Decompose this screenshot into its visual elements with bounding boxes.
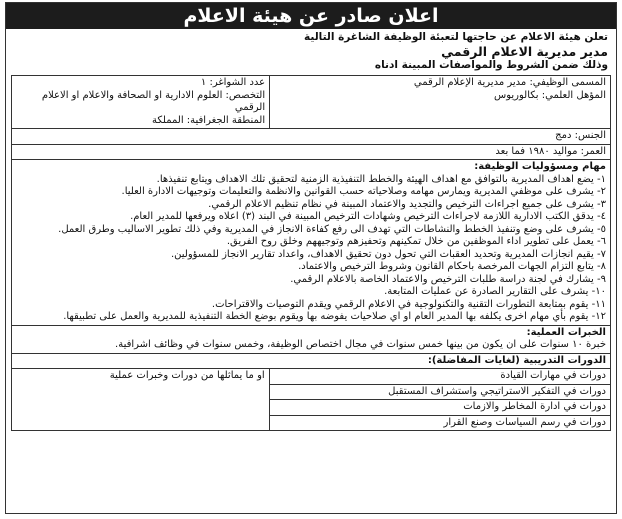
training-heading: الدورات التدريبية (لغايات المفاضلة): xyxy=(12,354,610,370)
duty-item: ١١- يقوم بمتابعة التطورات التقنية والتكنولوجية في الاعلام الرقمي ويقدم التوصيات والاقتراحات. xyxy=(211,298,606,310)
info-row-1 xyxy=(12,76,610,129)
duties-heading: مهام ومسؤوليات الوظيفة: xyxy=(474,161,606,172)
announcement-title: اعلان صادر عن هيئة الاعلام xyxy=(6,3,616,29)
intro-line-3: وذلك ضمن الشروط والمواصفات المبينة ادناه xyxy=(374,59,608,71)
training-item: دورات في ادارة المخاطر والازمات xyxy=(270,400,610,416)
duty-item: ٣- يشرف على جميع اجراءات الترخيص والتجديد والاعتماد المبينة في نظام تنظيم الاعلام الرقمي. xyxy=(208,198,606,210)
duty-item: ٨- يتابع التزام الجهات المرخصة باحكام القانون وشروط الترخيص والاعتماد. xyxy=(298,261,606,272)
vacancies-cell xyxy=(12,76,269,128)
duty-item: ١٢- يقوم بأي مهام اخرى يكلفه بها المدير العام او اي صلاحيات يفوضه بها ويقوم بوضع الخطة التنفيذية للمديرية والعمل على تطبيقها. xyxy=(63,311,606,322)
job-details-box xyxy=(11,75,611,431)
age-line: العمر: مواليد ١٩٨٠ فما بعد xyxy=(12,145,610,161)
training-item: دورات في التفكير الاستراتيجي واستشراف المستقبل xyxy=(270,385,610,401)
duty-item: ٦- يعمل على تطوير اداء الموظفين من خلال تمكينهم وتحفيزهم وتوجيههم وخلق روح الفريق. xyxy=(226,236,606,247)
announcement-page xyxy=(5,2,617,514)
region: المنطقة الجغرافية: المملكة xyxy=(152,114,266,126)
experience-text: خبرة ١٠ سنوات على ان يكون من بينها خمس سنوات في مجال اختصاص الوظيفة، وخمس سنوات في وظائف اشرافية. xyxy=(115,339,606,350)
training-note: او ما يماثلها من دورات وخبرات عملية xyxy=(109,370,265,381)
duty-item: ٧- يقيم انجازات المديرية وتحديد العقبات التي تحول دون تحقيق الاهداف، واعداد تقارير الانجاز للمسؤولين. xyxy=(170,248,606,260)
duty-item: ٢- يشرف على موظفي المديرية ويمارس مهامه وصلاحياته حسب القوانين والانظمة والتعليمات وتوجيهات الادارة العليا. xyxy=(121,186,606,197)
qualification: المؤهل العلمي: بكالوريوس xyxy=(494,89,606,101)
specialization: التخصص: العلوم الادارية او الصحافة والاعلام او الاعلام الرقمي xyxy=(41,89,266,113)
vacancies: عدد الشواغر: ١ xyxy=(200,77,266,88)
duties-section xyxy=(12,160,610,325)
training-item: دورات في رسم السياسات وصنع القرار xyxy=(443,416,606,428)
intro-line-1: تعلن هيئة الاعلام عن حاجتها لتعبئة الوظيفة الشاغرة التالية xyxy=(304,31,608,43)
training-list xyxy=(269,369,610,430)
intro-section xyxy=(6,29,616,72)
duty-item: ٥- يشرف على وضع وتنفيذ الخطط والنشاطات التي تهدف الى رفع كفاءة الانجاز في المديرية وفي ذلك تطوير الاساليب وطرق العمل. xyxy=(58,223,606,235)
duty-item: ٤- يدقق الكتب الادارية اللازمة لاجراءات الترخيص وشهادات الترخيص المبينة في البند (٣) اعلاه ويرفعها للمدير العام. xyxy=(130,211,606,222)
duty-item: ١٠- يشرف على التقارير الصادرة عن عمليات المتابعة. xyxy=(384,286,606,297)
gender-line: الجنس: دمج xyxy=(12,129,610,145)
job-title: المسمى الوظيفي: مدير مديرية الإعلام الرقمي xyxy=(413,77,606,88)
experience-heading: الخبرات العملية: xyxy=(526,326,606,338)
experience-section xyxy=(12,325,610,354)
job-title-cell xyxy=(269,76,610,128)
duty-item: ٩- يشارك في لجنة دراسة طلبات الترخيص والاعتماد الخاصة بالاعلام الرقمي. xyxy=(290,273,606,285)
job-name-heading: مدير مديرية الاعلام الرقمي xyxy=(441,44,608,59)
duty-item: ١- يضع اهداف المديرية بالتوافق مع اهداف الهيئة والخطط التنفيذية الزمنية لتحقيق تلك الاهداف ويتابع تنفيذها. xyxy=(156,173,606,185)
training-section xyxy=(12,369,610,430)
training-item: دورات في مهارات القيادة xyxy=(270,369,610,385)
